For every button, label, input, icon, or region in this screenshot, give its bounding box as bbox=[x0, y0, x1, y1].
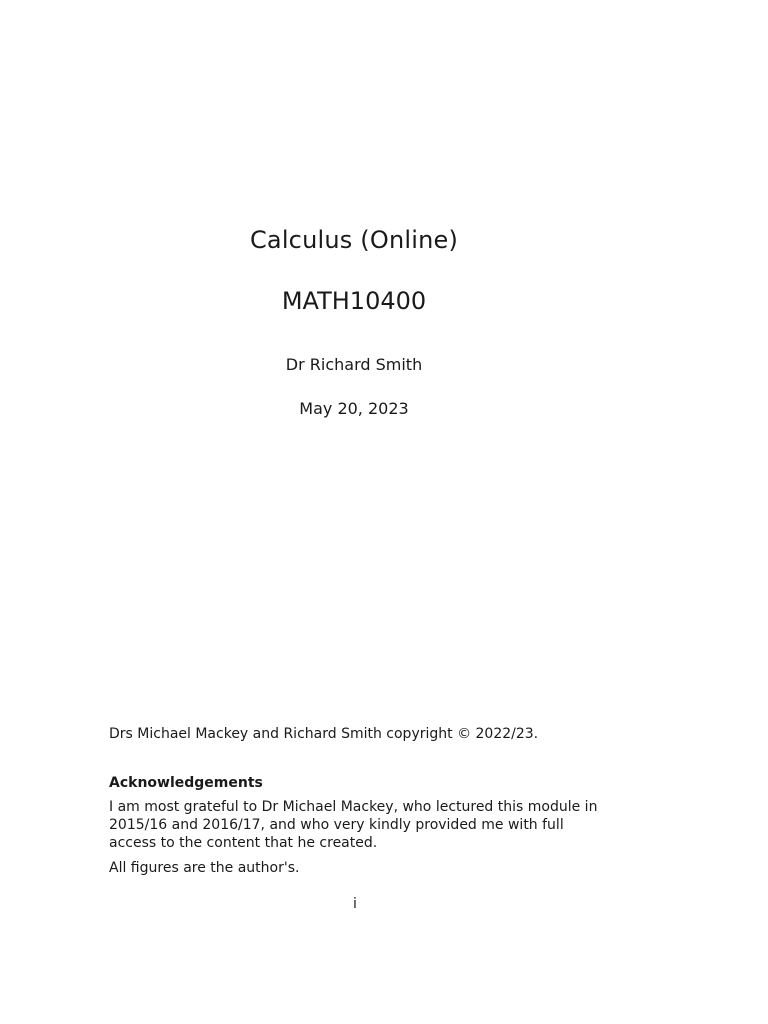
page-number: i bbox=[353, 896, 357, 912]
acknowledgements-paragraph: I am most grateful to Dr Michael Mackey, who lectured this module in 2015/16 and 2016/17, and who very kindly provided me with full access to the content that he created. bbox=[109, 799, 598, 851]
module-code: MATH10400 bbox=[281, 287, 427, 315]
document-title: Calculus (Online) bbox=[249, 226, 459, 254]
acknowledgements-heading: Acknowledgements bbox=[109, 775, 263, 791]
copyright-notice: Drs Michael Mackey and Richard Smith copyright © 2022/23. bbox=[109, 726, 539, 742]
author-name: Dr Richard Smith bbox=[285, 355, 423, 374]
document-date: May 20, 2023 bbox=[299, 399, 409, 418]
figures-note: All figures are the author's. bbox=[109, 860, 300, 876]
